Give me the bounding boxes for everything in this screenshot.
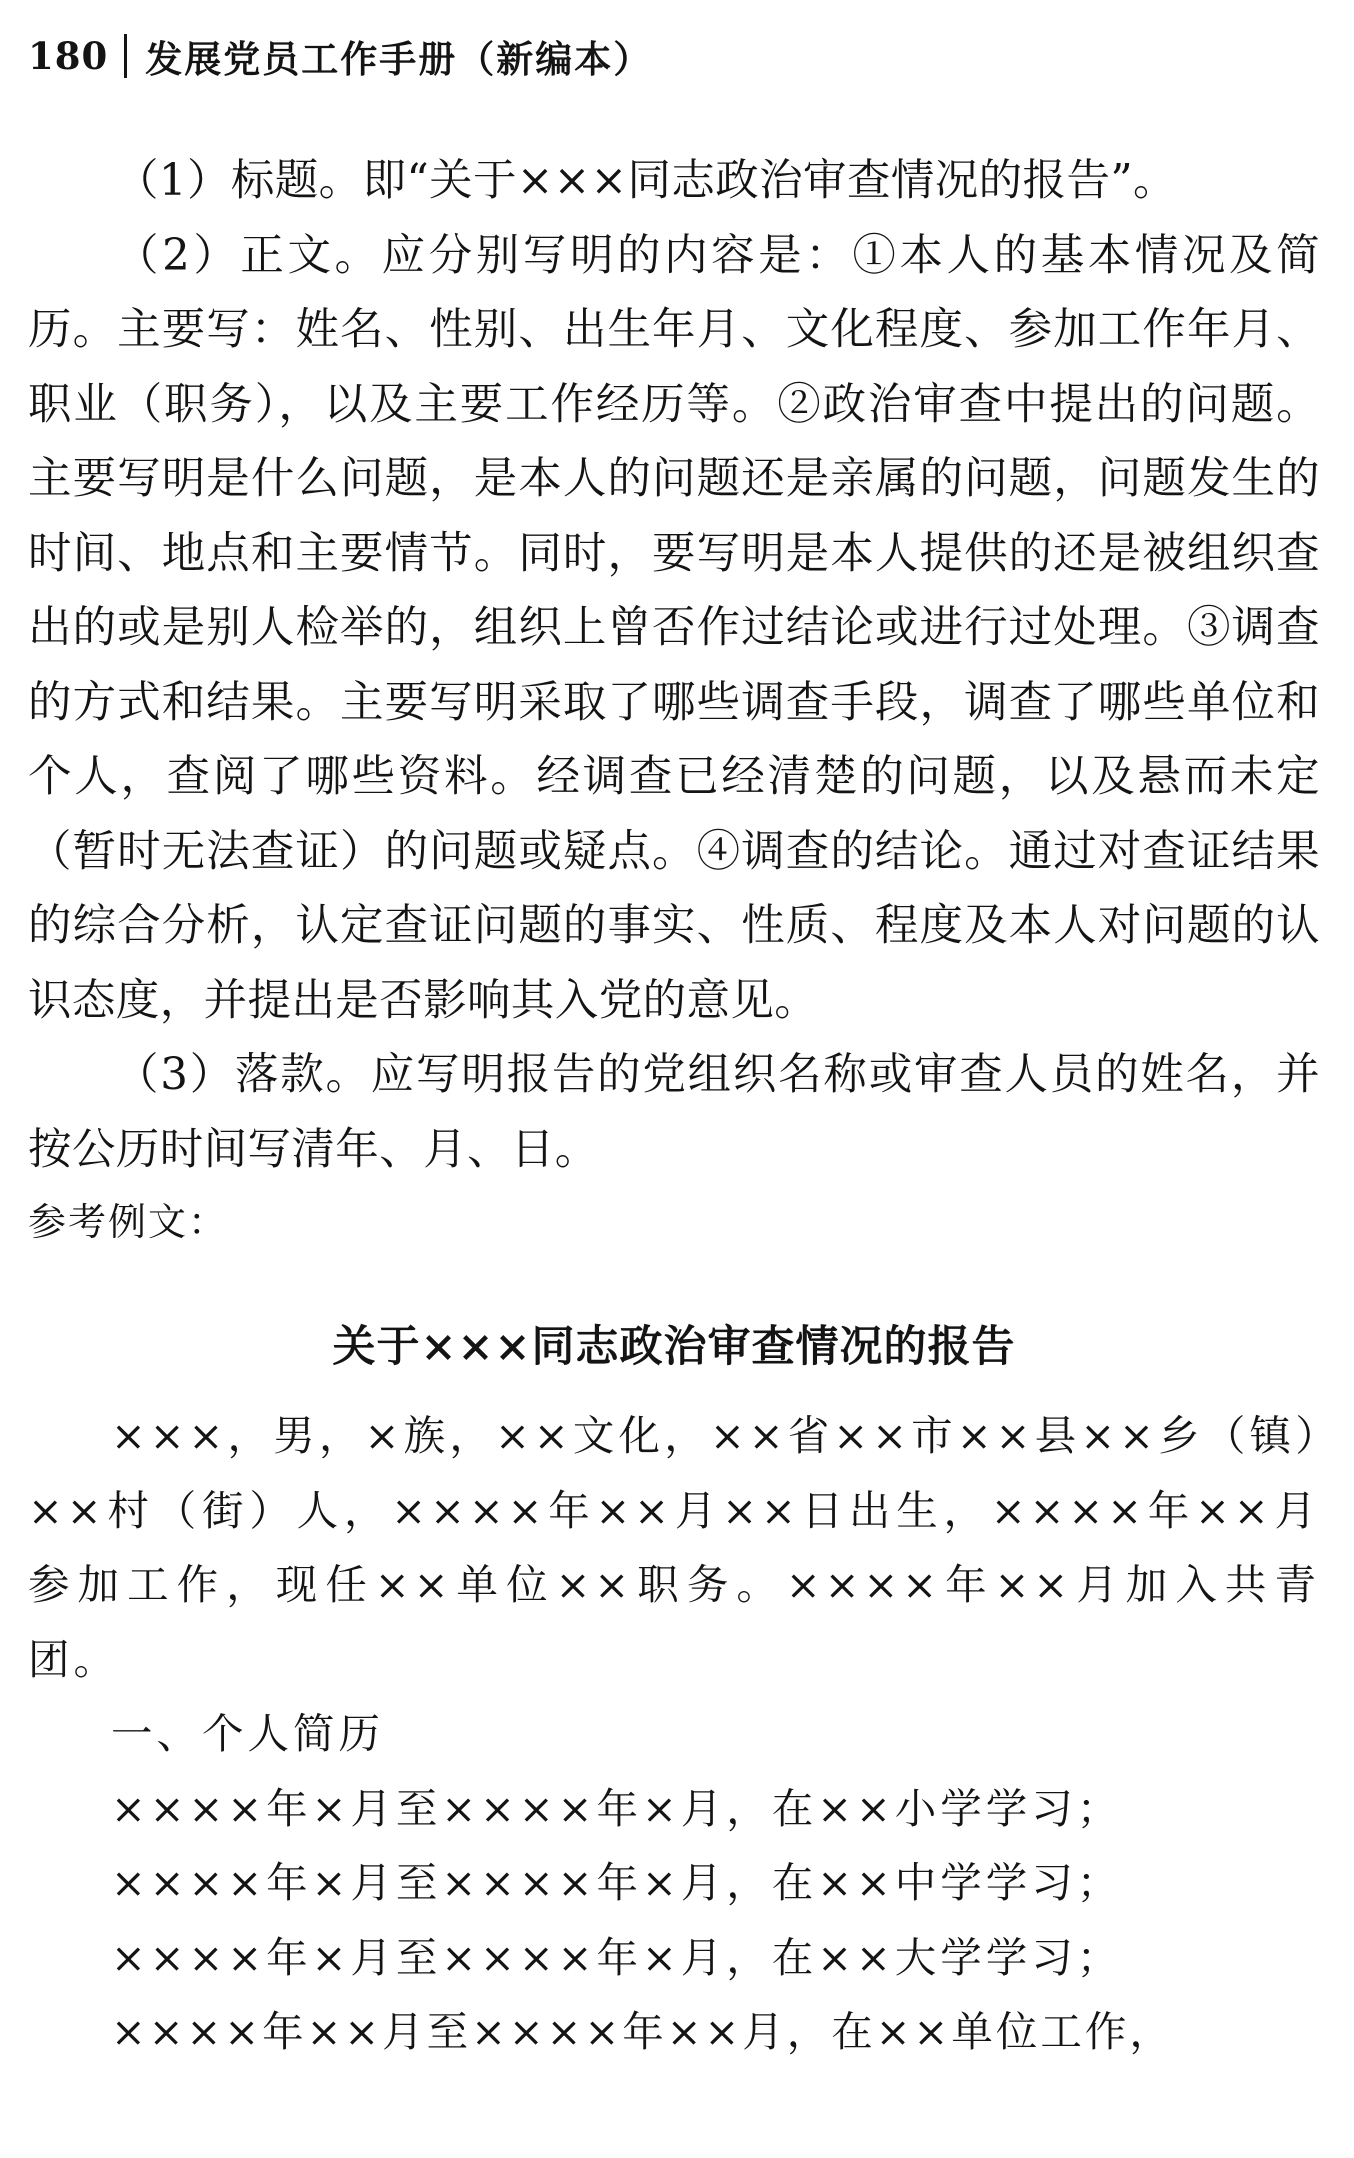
sample-section-heading: 一、个人简历 xyxy=(111,1709,385,1758)
reference-label: 参考例文： xyxy=(28,1200,229,1244)
sample-report-title: 关于×××同志政治审查情况的报告 xyxy=(332,1322,1016,1372)
header-divider xyxy=(124,34,127,78)
book-title: 发展党员工作手册（新编本） xyxy=(145,37,653,81)
resume-line: ××××年×月至××××年×月，在××大学学习； xyxy=(111,1932,1123,1982)
running-header xyxy=(28,0,1320,112)
page-body xyxy=(28,144,1320,2070)
resume-line: ××××年×月至××××年×月，在××小学学习； xyxy=(111,1783,1123,1833)
sample-intro-paragraph: ×××，男，×族，××文化，××省××市××县××乡（镇）××村（街）人，××××年××月××日出生，××××年××月参加工作，现任××单位××职务。××××年××月加入共青团。 xyxy=(28,1411,1320,1684)
paragraph-title-item: （1）标题。即“关于×××同志政治审查情况的报告”。 xyxy=(115,156,1177,206)
resume-line: ××××年××月至××××年××月，在××单位工作， xyxy=(111,2007,1174,2056)
paragraph-body-item: （2）正文。应分别写明的内容是：①本人的基本情况及简历。主要写：姓名、性别、出生年月、文化程度、参加工作年月、职业（职务），以及主要工作经历等。②政治审查中提出的问题。主要写明是什么问题，是本人的问题还是亲属的问题，问题发生的时间、地点和主要情节。同时，要写明是本人提供的还是被组织查出的或是别人检举的，组织上曾否作过结论或进行过处理。③调查的方式和结果。主要写明采取了哪些调查手段，调查了哪些单位和个人，查阅了哪些资料。经调查已经清楚的问题，以及悬而未定（暂时无法查证）的问题或疑点。④调查的结论。通过对查证结果的综合分析，认定查证问题的事实、性质、程度及本人对问题的认识态度，并提出是否影响其入党的意见。 xyxy=(28,230,1320,1026)
paragraph-signature-item: （3）落款。应写明报告的党组织名称或审查人员的姓名，并按公历时间写清年、月、日。 xyxy=(28,1050,1320,1175)
page-number: 180 xyxy=(28,34,109,78)
resume-line: ××××年×月至××××年×月，在××中学学习； xyxy=(111,1858,1123,1907)
